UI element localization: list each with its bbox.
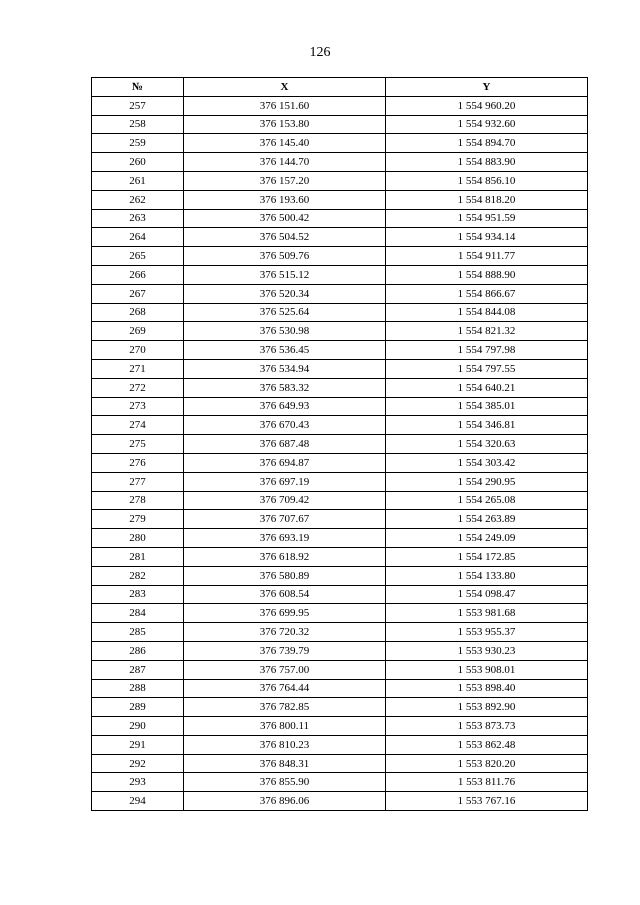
table-row	[92, 416, 588, 435]
header-y: Y	[386, 78, 588, 97]
point-number-cell: 258	[92, 115, 184, 134]
x-coordinate-cell: 376 583.32	[184, 378, 386, 397]
table-row	[92, 96, 588, 115]
x-coordinate-cell: 376 720.32	[184, 623, 386, 642]
table-row	[92, 679, 588, 698]
y-coordinate-cell: 1 554 263.89	[386, 510, 588, 529]
point-number-cell: 257	[92, 96, 184, 115]
header-row	[92, 78, 588, 97]
x-coordinate-cell: 376 536.45	[184, 341, 386, 360]
point-number-cell: 272	[92, 378, 184, 397]
y-coordinate-cell: 1 553 955.37	[386, 623, 588, 642]
y-coordinate-cell: 1 554 844.08	[386, 303, 588, 322]
point-number-cell: 270	[92, 341, 184, 360]
y-coordinate-cell: 1 554 888.90	[386, 265, 588, 284]
y-coordinate-cell: 1 553 811.76	[386, 773, 588, 792]
point-number-cell: 266	[92, 265, 184, 284]
table-row	[92, 397, 588, 416]
table-row	[92, 604, 588, 623]
table-row	[92, 717, 588, 736]
table-row	[92, 247, 588, 266]
point-number-cell: 268	[92, 303, 184, 322]
table-row	[92, 792, 588, 811]
x-coordinate-cell: 376 739.79	[184, 641, 386, 660]
point-number-cell: 288	[92, 679, 184, 698]
header-x: X	[184, 78, 386, 97]
point-number-cell: 265	[92, 247, 184, 266]
x-coordinate-cell: 376 145.40	[184, 134, 386, 153]
y-coordinate-cell: 1 553 820.20	[386, 754, 588, 773]
table-row	[92, 472, 588, 491]
x-coordinate-cell: 376 580.89	[184, 566, 386, 585]
y-coordinate-cell: 1 553 767.16	[386, 792, 588, 811]
x-coordinate-cell: 376 520.34	[184, 284, 386, 303]
point-number-cell: 285	[92, 623, 184, 642]
y-coordinate-cell: 1 554 932.60	[386, 115, 588, 134]
point-number-cell: 284	[92, 604, 184, 623]
table-row	[92, 284, 588, 303]
table-row	[92, 698, 588, 717]
y-coordinate-cell: 1 554 856.10	[386, 171, 588, 190]
x-coordinate-cell: 376 151.60	[184, 96, 386, 115]
y-coordinate-cell: 1 553 862.48	[386, 735, 588, 754]
coordinates-table-header	[92, 78, 588, 97]
y-coordinate-cell: 1 553 908.01	[386, 660, 588, 679]
point-number-cell: 276	[92, 453, 184, 472]
y-coordinate-cell: 1 554 265.08	[386, 491, 588, 510]
table-row	[92, 378, 588, 397]
x-coordinate-cell: 376 534.94	[184, 359, 386, 378]
table-row	[92, 359, 588, 378]
y-coordinate-cell: 1 554 883.90	[386, 153, 588, 172]
x-coordinate-cell: 376 500.42	[184, 209, 386, 228]
table-row	[92, 660, 588, 679]
x-coordinate-cell: 376 764.44	[184, 679, 386, 698]
point-number-cell: 274	[92, 416, 184, 435]
table-row	[92, 134, 588, 153]
x-coordinate-cell: 376 697.19	[184, 472, 386, 491]
x-coordinate-cell: 376 693.19	[184, 529, 386, 548]
table-row	[92, 265, 588, 284]
point-number-cell: 289	[92, 698, 184, 717]
x-coordinate-cell: 376 800.11	[184, 717, 386, 736]
x-coordinate-cell: 376 855.90	[184, 773, 386, 792]
table-row	[92, 171, 588, 190]
point-number-cell: 279	[92, 510, 184, 529]
x-coordinate-cell: 376 782.85	[184, 698, 386, 717]
page-number: 126	[309, 45, 331, 60]
table-row	[92, 510, 588, 529]
x-coordinate-cell: 376 699.95	[184, 604, 386, 623]
x-coordinate-cell: 376 504.52	[184, 228, 386, 247]
y-coordinate-cell: 1 554 320.63	[386, 435, 588, 454]
y-coordinate-cell: 1 554 818.20	[386, 190, 588, 209]
table-row	[92, 453, 588, 472]
y-coordinate-cell: 1 554 821.32	[386, 322, 588, 341]
y-coordinate-cell: 1 553 898.40	[386, 679, 588, 698]
x-coordinate-cell: 376 670.43	[184, 416, 386, 435]
y-coordinate-cell: 1 554 290.95	[386, 472, 588, 491]
y-coordinate-cell: 1 554 133.80	[386, 566, 588, 585]
y-coordinate-cell: 1 554 640.21	[386, 378, 588, 397]
y-coordinate-cell: 1 554 866.67	[386, 284, 588, 303]
y-coordinate-cell: 1 554 249.09	[386, 529, 588, 548]
x-coordinate-cell: 376 525.64	[184, 303, 386, 322]
point-number-cell: 294	[92, 792, 184, 811]
table-row	[92, 228, 588, 247]
table-row	[92, 773, 588, 792]
point-number-cell: 267	[92, 284, 184, 303]
y-coordinate-cell: 1 553 930.23	[386, 641, 588, 660]
point-number-cell: 259	[92, 134, 184, 153]
table-row	[92, 190, 588, 209]
point-number-cell: 262	[92, 190, 184, 209]
x-coordinate-cell: 376 896.06	[184, 792, 386, 811]
point-number-cell: 292	[92, 754, 184, 773]
x-coordinate-cell: 376 530.98	[184, 322, 386, 341]
coordinates-table	[91, 77, 588, 811]
table-row	[92, 322, 588, 341]
point-number-cell: 263	[92, 209, 184, 228]
header-number: №	[92, 78, 184, 97]
point-number-cell: 264	[92, 228, 184, 247]
point-number-cell: 287	[92, 660, 184, 679]
table-row	[92, 303, 588, 322]
table-row	[92, 623, 588, 642]
table-row	[92, 435, 588, 454]
x-coordinate-cell: 376 144.70	[184, 153, 386, 172]
table-row	[92, 547, 588, 566]
table-row	[92, 115, 588, 134]
x-coordinate-cell: 376 509.76	[184, 247, 386, 266]
x-coordinate-cell: 376 709.42	[184, 491, 386, 510]
table-row	[92, 341, 588, 360]
y-coordinate-cell: 1 553 981.68	[386, 604, 588, 623]
table-row	[92, 209, 588, 228]
point-number-cell: 271	[92, 359, 184, 378]
point-number-cell: 290	[92, 717, 184, 736]
y-coordinate-cell: 1 553 873.73	[386, 717, 588, 736]
y-coordinate-cell: 1 553 892.90	[386, 698, 588, 717]
x-coordinate-cell: 376 608.54	[184, 585, 386, 604]
x-coordinate-cell: 376 193.60	[184, 190, 386, 209]
table-row	[92, 529, 588, 548]
point-number-cell: 278	[92, 491, 184, 510]
y-coordinate-cell: 1 554 797.98	[386, 341, 588, 360]
point-number-cell: 282	[92, 566, 184, 585]
point-number-cell: 283	[92, 585, 184, 604]
y-coordinate-cell: 1 554 385.01	[386, 397, 588, 416]
x-coordinate-cell: 376 153.80	[184, 115, 386, 134]
point-number-cell: 280	[92, 529, 184, 548]
coordinates-table-body	[92, 96, 588, 810]
y-coordinate-cell: 1 554 894.70	[386, 134, 588, 153]
point-number-cell: 281	[92, 547, 184, 566]
x-coordinate-cell: 376 707.67	[184, 510, 386, 529]
x-coordinate-cell: 376 157.20	[184, 171, 386, 190]
table-row	[92, 153, 588, 172]
point-number-cell: 275	[92, 435, 184, 454]
y-coordinate-cell: 1 554 934.14	[386, 228, 588, 247]
point-number-cell: 293	[92, 773, 184, 792]
table-row	[92, 585, 588, 604]
y-coordinate-cell: 1 554 951.59	[386, 209, 588, 228]
point-number-cell: 291	[92, 735, 184, 754]
x-coordinate-cell: 376 649.93	[184, 397, 386, 416]
point-number-cell: 286	[92, 641, 184, 660]
x-coordinate-cell: 376 757.00	[184, 660, 386, 679]
table-row	[92, 735, 588, 754]
x-coordinate-cell: 376 687.48	[184, 435, 386, 454]
x-coordinate-cell: 376 848.31	[184, 754, 386, 773]
point-number-cell: 273	[92, 397, 184, 416]
point-number-cell: 269	[92, 322, 184, 341]
table-row	[92, 566, 588, 585]
table-row	[92, 491, 588, 510]
y-coordinate-cell: 1 554 303.42	[386, 453, 588, 472]
y-coordinate-cell: 1 554 911.77	[386, 247, 588, 266]
table-row	[92, 754, 588, 773]
y-coordinate-cell: 1 554 960.20	[386, 96, 588, 115]
point-number-cell: 261	[92, 171, 184, 190]
y-coordinate-cell: 1 554 098.47	[386, 585, 588, 604]
point-number-cell: 260	[92, 153, 184, 172]
table-row	[92, 641, 588, 660]
x-coordinate-cell: 376 694.87	[184, 453, 386, 472]
x-coordinate-cell: 376 618.92	[184, 547, 386, 566]
x-coordinate-cell: 376 515.12	[184, 265, 386, 284]
y-coordinate-cell: 1 554 172.85	[386, 547, 588, 566]
y-coordinate-cell: 1 554 797.55	[386, 359, 588, 378]
x-coordinate-cell: 376 810.23	[184, 735, 386, 754]
y-coordinate-cell: 1 554 346.81	[386, 416, 588, 435]
point-number-cell: 277	[92, 472, 184, 491]
